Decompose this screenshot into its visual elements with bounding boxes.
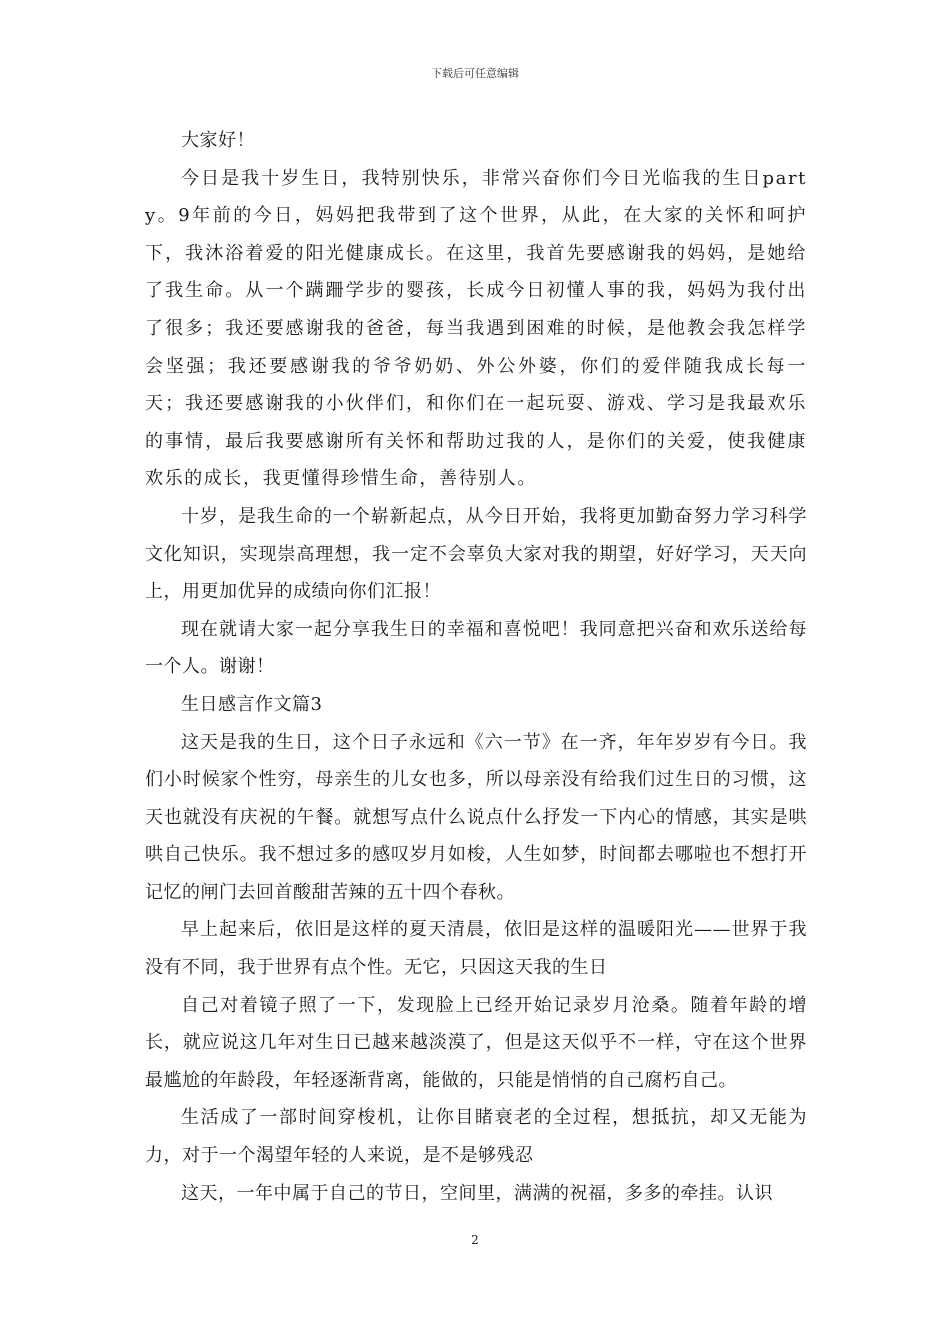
body-paragraph: 这天是我的生日，这个日子永远和《六一节》在一齐，年年岁岁有今日。我们小时候家个性穷，母亲生的儿女也多，所以母亲没有给我们过生日的习惯，这天也就没有庆祝的午餐。就想写点什么说点什么抒发一下内心的情感，其实是哄哄自己快乐。我不想过多的感叹岁月如梭，人生如梦，时间都去哪啦也不想打开记忆的闸门去回首酸甜苦辣的五十四个春秋。	[145, 731, 807, 903]
body-paragraph: 自己对着镜子照了一下，发现脸上已经开始记录岁月沧桑。随着年龄的增长，就应说这几年对生日已越来越淡漠了，但是这天似乎不一样，守在这个世界最尴尬的年龄段，年轻逐渐背离，能做的，只能是悄悄的自己腐朽自己。	[145, 994, 807, 1091]
body-paragraph: 今日是我十岁生日，我特别快乐，非常兴奋你们今日光临我的生日party。9年前的今日，妈妈把我带到了这个世界，从此，在大家的关怀和呵护下，我沐浴着爱的阳光健康成长。在这里，我首先要感谢我的妈妈，是她给了我生命。从一个蹒跚学步的婴孩，长成今日初懂人事的我，妈妈为我付出了很多；我还要感谢我的爸爸，每当我遇到困难的时候，是他教会我怎样学会坚强；我还要感谢我的爷爷奶奶、外公外婆，你们的爱伴随我成长每一天；我还要感谢我的小伙伴们，和你们在一起玩耍、游戏、学习是我最欢乐的事情，最后我要感谢所有关怀和帮助过我的人，是你们的关爱，使我健康欢乐的成长，我更懂得珍惜生命，善待别人。	[145, 167, 807, 490]
body-paragraph: 十岁，是我生命的一个崭新起点，从今日开始，我将更加勤奋努力学习科学文化知识，实现崇高理想，我一定不会辜负大家对我的期望，好好学习，天天向上，用更加优异的成绩向你们汇报！	[145, 505, 807, 603]
greeting-paragraph: 大家好！	[181, 130, 255, 151]
document-body	[145, 122, 807, 1212]
body-paragraph: 现在就请大家一起分享我生日的幸福和喜悦吧！我同意把兴奋和欢乐送给每一个人。谢谢！	[145, 618, 807, 678]
section-heading: 生日感言作文篇3	[181, 693, 323, 715]
body-paragraph: 早上起来后，依旧是这样的夏天清晨，依旧是这样的温暖阳光——世界于我没有不同，我于世界有点个性。无它，只因这天我的生日	[145, 919, 807, 979]
page-number: 2	[471, 1233, 479, 1247]
page-header-note: 下载后可任意编辑	[431, 67, 519, 80]
body-paragraph: 这天，一年中属于自己的节日，空间里，满满的祝福，多多的牵挂。认识	[181, 1182, 773, 1204]
body-paragraph: 生活成了一部时间穿梭机，让你目睹衰老的全过程，想抵抗，却又无能为力，对于一个渴望年轻的人来说，是不是够残忍	[145, 1107, 807, 1167]
